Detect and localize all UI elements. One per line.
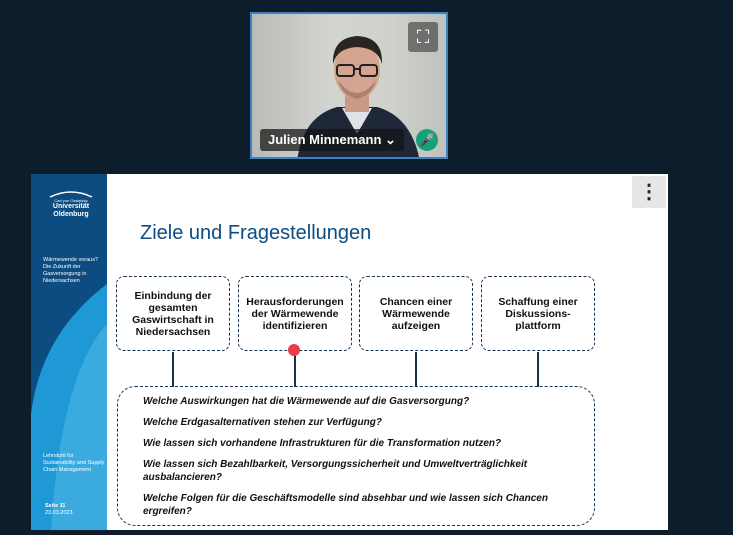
question-5: Welche Folgen für die Geschäftsmodelle sind absehbar und wie lassen sich Chancen ergreifen? [143,493,548,517]
sidebar-swoosh-graphic [31,174,107,530]
page-number: Seite 11 [45,503,66,509]
slide-title: Ziele und Fragestellungen [140,222,372,244]
university-logo [43,189,99,219]
microphone-icon[interactable]: 🎤 [416,129,438,151]
goal-box-2: Herausforderungen der Wärmewende identifizieren [238,276,352,351]
participant-name-label: Julien Minnemann [268,132,382,147]
shared-slide [31,174,668,530]
university-name-line2: Oldenburg [53,211,89,218]
more-vertical-icon[interactable]: ⋮ [632,176,666,208]
connector-line-1 [172,352,174,387]
sidebar-topic: Wärmewende voraus? Die Zukunft der Gasversorgung in Niedersachsen [43,257,99,284]
university-prefix: Carl von Ossietzky [54,198,88,203]
sidebar-page-info [45,503,73,517]
questions-box [117,386,595,526]
goal-box-4: Schaffung einer Diskussions-plattform [481,276,595,351]
laser-pointer-dot [288,344,300,356]
slide-sidebar [31,174,107,530]
connector-line-3 [415,352,417,387]
chevron-down-icon[interactable]: ⌄ [385,132,396,147]
question-3: Wie lassen sich vorhandene Infrastrukturen für die Transformation nutzen? [143,438,502,449]
expand-icon[interactable]: ⛶ [408,22,438,52]
participant-video-tile[interactable] [250,12,448,159]
connector-line-2 [294,352,296,387]
connector-line-4 [537,352,539,387]
question-1: Welche Auswirkungen hat die Wärmewende auf die Gasversorgung? [143,396,470,407]
goal-box-1: Einbindung der gesamten Gaswirtschaft in Niedersachsen [116,276,230,351]
sidebar-chair: Lehrstuhl für Sustainability and Supply Chain Management [43,453,105,473]
participant-name [260,129,404,151]
university-name-line1: Universität [52,203,90,210]
question-2: Welche Erdgasalternativen stehen zur Verfügung? [143,417,382,428]
goal-box-3: Chancen einer Wärmewende aufzeigen [359,276,473,351]
slide-date: 23.03.2023 [45,510,73,516]
question-4: Wie lassen sich Bezahlbarkeit, Versorgungssicherheit und Umweltverträglichkeit ausbalancieren? [143,459,528,483]
university-logo-arc [48,189,94,198]
